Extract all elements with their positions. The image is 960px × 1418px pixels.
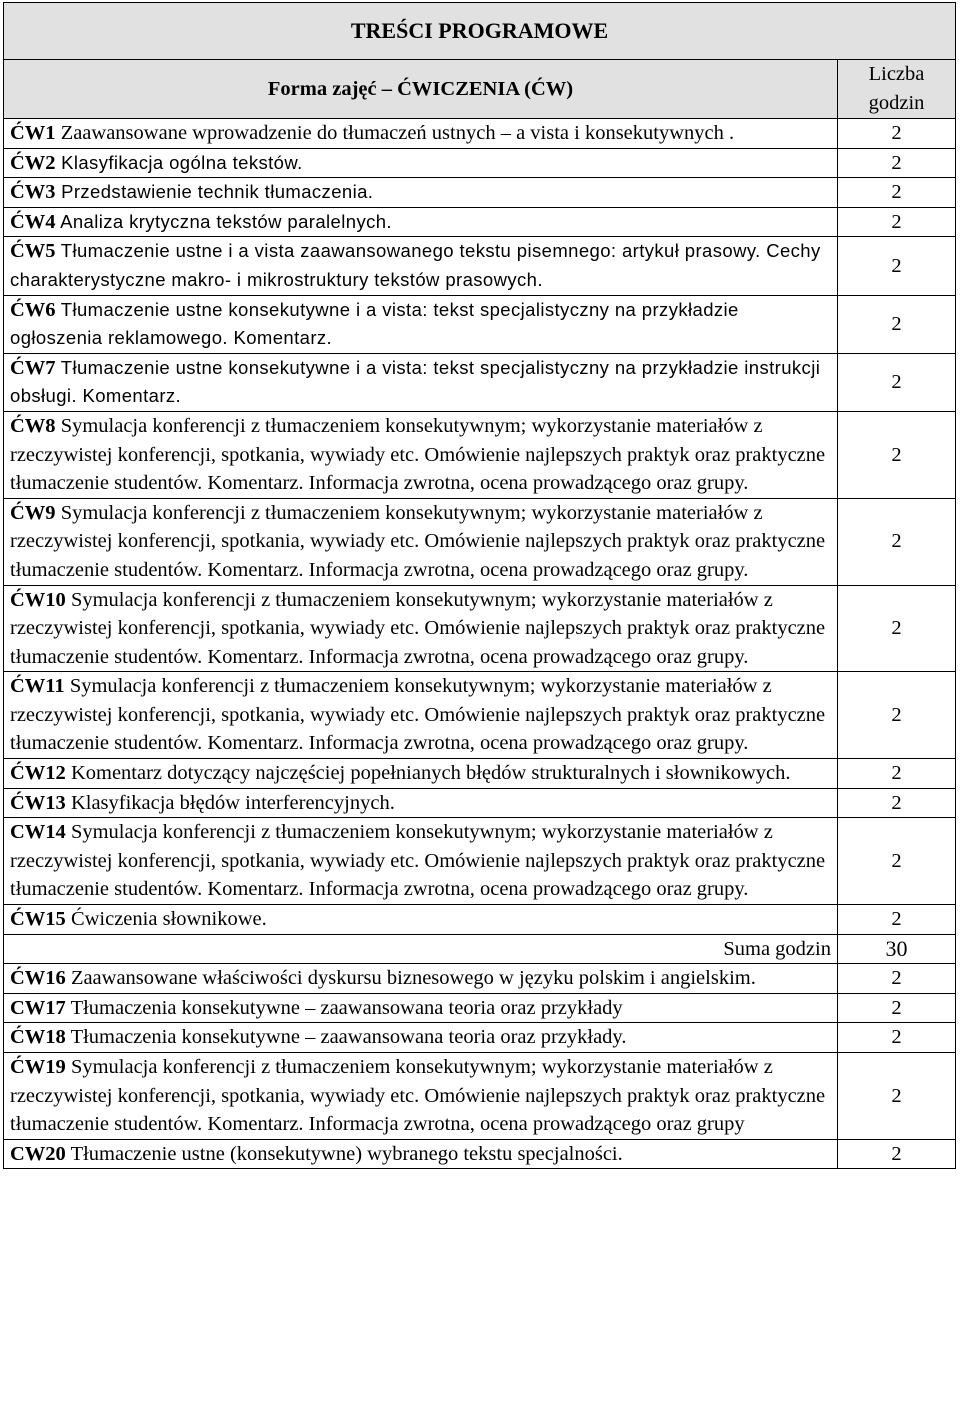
topic-code: ĆW9 (10, 501, 56, 524)
topic-text: Tłumaczenie ustne konsekutywne i a vista: tekst specjalistyczny na przykładzie instrukcji obsługi. Komentarz. (10, 356, 821, 407)
table-row (4, 119, 956, 149)
hours-cell: 2 (837, 237, 955, 295)
table-title: TREŚCI PROGRAMOWE (4, 3, 956, 60)
topic-code: ĆW19 (10, 1056, 66, 1078)
topic-code: CW17 (10, 996, 66, 1019)
table-row (4, 295, 956, 353)
table-row (4, 148, 956, 178)
topic-text: Komentarz dotyczący najczęściej popełnianych błędów strukturalnych i słownikowych. (65, 762, 791, 785)
topic-text: Symulacja konferencji z tłumaczeniem konsekutywnym; wykorzystanie materiałów z rzeczywistej konferencji, spotkania, wywiady etc. Omówienie najlepszych praktyk oraz praktyczne tłumaczenie studentów. Komentarz. Informacja zwrotna, ocena prowadzącego oraz grupy. (10, 821, 826, 901)
table-row (4, 207, 956, 237)
table-row (4, 498, 956, 585)
topic-code: ĆW5 (10, 240, 56, 263)
hours-cell: 2 (837, 411, 955, 498)
topic-cell (4, 788, 838, 818)
sum-label: Suma godzin (4, 934, 838, 964)
table-row (4, 759, 956, 789)
topic-cell (4, 905, 838, 935)
topic-text: Symulacja konferencji z tłumaczeniem konsekutywnym; wykorzystanie materiałów z rzeczywistej konferencji, spotkania, wywiady etc. Omówienie najlepszych praktyk oraz praktyczne tłumaczenie studentów. Komentarz. Informacja zwrotna, ocena prowadzącego oraz grupy (10, 1056, 826, 1136)
topic-cell (4, 1023, 838, 1053)
table-row (4, 1139, 956, 1169)
topic-code: ĆW2 (10, 151, 56, 174)
hours-cell: 2 (837, 498, 955, 585)
sum-row (4, 934, 956, 964)
topic-cell (4, 148, 838, 178)
title-row (4, 3, 956, 60)
topic-code: ĆW3 (10, 181, 56, 204)
topic-code: ĆW12 (10, 762, 66, 785)
topic-cell (4, 353, 838, 411)
hours-cell: 2 (837, 1023, 955, 1053)
topic-text: Zaawansowane właściwości dyskursu biznesowego w języku polskim i angielskim. (65, 967, 756, 990)
topic-cell (4, 818, 838, 905)
table-row (4, 788, 956, 818)
topic-code: ĆW6 (10, 298, 56, 321)
topic-text: Symulacja konferencji z tłumaczeniem konsekutywnym; wykorzystanie materiałów z rzeczywistej konferencji, spotkania, wywiady etc. Omówienie najlepszych praktyk oraz praktyczne tłumaczenie studentów. Komentarz. Informacja zwrotna, ocena prowadzącego oraz grupy. (10, 588, 826, 668)
topic-cell (4, 759, 838, 789)
topic-text: Tłumaczenia konsekutywne – zaawansowana teoria oraz przykłady. (65, 1026, 627, 1049)
topic-cell (4, 119, 838, 149)
topic-cell (4, 295, 838, 353)
hours-header: Liczba godzin (837, 60, 955, 119)
topic-code: ĆW4 (10, 210, 56, 233)
topic-cell (4, 1053, 838, 1140)
topic-code: ĆW10 (10, 588, 66, 611)
table-row (4, 964, 956, 994)
hours-cell: 2 (837, 788, 955, 818)
topic-code: ĆW16 (10, 967, 66, 990)
table-row (4, 905, 956, 935)
table-row (4, 237, 956, 295)
topic-code: ĆW11 (10, 675, 65, 698)
topic-code: ĆW18 (10, 1026, 66, 1049)
topic-text: Analiza krytyczna tekstów paralelnych. (55, 210, 392, 232)
topic-cell (4, 498, 838, 585)
table-row (4, 585, 956, 672)
hours-cell: 2 (837, 585, 955, 672)
topic-cell (4, 672, 838, 759)
topic-code: ĆW13 (10, 791, 66, 814)
topic-text: Klasyfikacja błędów interferencyjnych. (65, 791, 395, 814)
table-row (4, 178, 956, 208)
topic-text: Ćwiczenia słownikowe. (65, 908, 267, 931)
sum-value: 30 (837, 934, 955, 964)
topic-text: Klasyfikacja ogólna tekstów. (55, 151, 303, 173)
topic-cell (4, 178, 838, 208)
hours-cell: 2 (837, 818, 955, 905)
topic-cell (4, 1139, 838, 1169)
topic-text: Symulacja konferencji z tłumaczeniem konsekutywnym; wykorzystanie materiałów z rzeczywistej konferencji, spotkania, wywiady etc. Omówienie najlepszych praktyk oraz praktyczne tłumaczenie studentów. Komentarz. Informacja zwrotna, ocena prowadzącego oraz grupy. (10, 501, 826, 581)
topic-text: Zaawansowane wprowadzenie do tłumaczeń ustnych – a vista i konsekutywnych . (55, 122, 735, 144)
topic-text: Przedstawienie technik tłumaczenia. (55, 181, 374, 203)
topic-cell (4, 237, 838, 295)
hours-cell: 2 (837, 148, 955, 178)
program-content-table (3, 2, 956, 1169)
topic-text: Tłumaczenie ustne konsekutywne i a vista: tekst specjalistyczny na przykładzie ogłoszenia reklamowego. Komentarz. (10, 298, 739, 349)
table-row (4, 1023, 956, 1053)
hours-cell: 2 (837, 759, 955, 789)
table-row (4, 993, 956, 1023)
hours-cell: 2 (837, 672, 955, 759)
topic-cell (4, 207, 838, 237)
topic-code: ĆW7 (10, 356, 56, 379)
hours-cell: 2 (837, 119, 955, 149)
hours-cell: 2 (837, 1053, 955, 1140)
table-row (4, 411, 956, 498)
hours-cell: 2 (837, 993, 955, 1023)
column-header-row (4, 60, 956, 119)
table-row (4, 818, 956, 905)
topic-cell (4, 964, 838, 994)
topic-code: ĆW1 (10, 122, 56, 144)
hours-cell: 2 (837, 178, 955, 208)
table-row (4, 672, 956, 759)
topic-text: Tłumaczenie ustne i a vista zaawansowanego tekstu pisemnego: artykuł prasowy. Cechy charakterystyczne makro- i mikrostruktury tekstów prasowych. (10, 240, 821, 290)
hours-cell: 2 (837, 1139, 955, 1169)
topic-text: Symulacja konferencji z tłumaczeniem konsekutywnym; wykorzystanie materiałów z rzeczywistej konferencji, spotkania, wywiady etc. Omówienie najlepszych praktyk oraz praktyczne tłumaczenie studentów. Komentarz. Informacja zwrotna, ocena prowadzącego oraz grupy. (10, 675, 826, 755)
hours-cell: 2 (837, 964, 955, 994)
form-label: Forma zajęć – ĆWICZENIA (ĆW) (4, 60, 838, 119)
table-row (4, 1053, 956, 1140)
topic-cell (4, 993, 838, 1023)
topic-text: Tłumaczenie ustne (konsekutywne) wybranego tekstu specjalności. (65, 1142, 623, 1165)
topic-code: ĆW15 (10, 908, 66, 931)
hours-cell: 2 (837, 295, 955, 353)
topic-cell (4, 411, 838, 498)
topic-code: ĆW8 (10, 414, 56, 437)
hours-cell: 2 (837, 905, 955, 935)
table-row (4, 353, 956, 411)
topic-text: Tłumaczenia konsekutywne – zaawansowana teoria oraz przykłady (65, 996, 623, 1019)
topic-code: CW20 (10, 1142, 66, 1165)
topic-code: CW14 (10, 821, 66, 844)
hours-cell: 2 (837, 207, 955, 237)
topic-text: Symulacja konferencji z tłumaczeniem konsekutywnym; wykorzystanie materiałów z rzeczywistej konferencji, spotkania, wywiady etc. Omówienie najlepszych praktyk oraz praktyczne tłumaczenie studentów. Komentarz. Informacja zwrotna, ocena prowadzącego oraz grupy. (10, 414, 826, 495)
topic-cell (4, 585, 838, 672)
hours-cell: 2 (837, 353, 955, 411)
